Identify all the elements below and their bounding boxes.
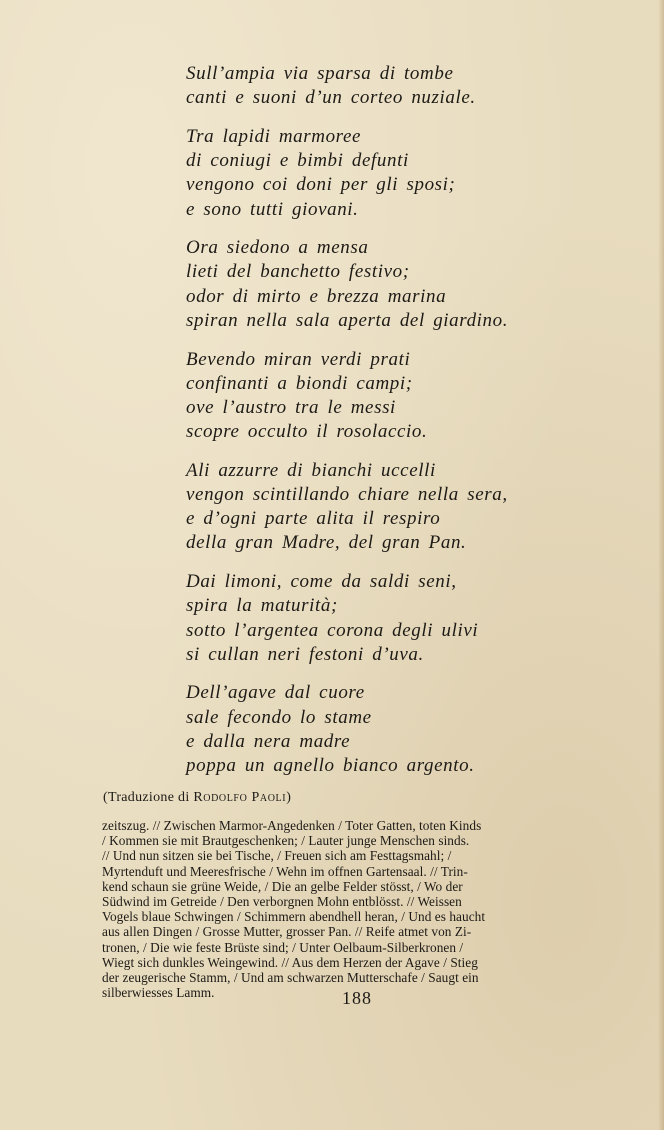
poem-line: sale fecondo lo stame [186,706,372,728]
translation-line: / Kommen sie mit Brautgeschenken; / Lauter junge Menschen sinds. [102,833,470,849]
translation-line: zeitszug. // Zwischen Marmor-Angedenken / Toter Gatten, toten Kinds [102,818,482,833]
poem-line: Bevendo miran verdi prati [186,348,411,370]
translation-line: aus allen Dingen / Grosse Mutter, grosser Pan. // Reife atmet von Zi- [102,924,472,940]
translation-line: Südwind im Getreide / Den verborgnen Mohn entblösst. // Weissen [102,894,462,910]
translator-name: Rodolfo Paoli [193,790,287,805]
translation-line: Vogels blaue Schwingen / Schimmern abendhell heran, / Und es haucht [102,909,486,925]
poem-line: poppa un agnello bianco argento. [186,755,475,777]
poem-line: odor di mirto e brezza marina [186,285,447,307]
page-edge-shadow [658,0,664,1130]
poem-line: Ora siedono a mensa [186,237,369,259]
poem-line: scopre occulto il rosolaccio. [186,421,428,443]
poem-line: della gran Madre, del gran Pan. [186,532,467,554]
translation-credit [103,790,291,806]
poem-line: si cullan neri festoni d’uva. [186,643,424,665]
poem-line: lieti del banchetto festivo; [186,261,410,283]
translation-line: kend schaun sie grüne Weide, / Die an gelbe Felder stösst, / Wo der [102,878,463,894]
poem-line: vengon scintillando chiare nella sera, [186,484,508,506]
stanza [186,348,626,445]
translation-line: der zeugerische Stamm, / Und am schwarzen Mutterschafe / Saugt ein [102,970,479,986]
stanza [186,236,626,333]
poem-line: ove l’austro tra le messi [186,396,396,418]
poem-line: Dai limoni, come da saldi seni, [186,571,457,593]
poem-line: e d’ogni parte alita il respiro [186,508,441,530]
translation-line: tronen, / Die wie feste Brüste sind; / Unter Oelbaum-Silberkronen / [102,939,464,955]
page-number: 188 [342,988,372,1008]
poem-line: spira la maturità; [186,595,338,617]
poem-line: canti e suoni d’un corteo nuziale. [186,87,476,109]
poem-line: sotto l’argentea corona degli ulivi [186,619,479,641]
italian-poem [186,62,626,793]
poem-line: e dalla nera madre [186,730,351,752]
poem-line: di coniugi e bimbi defunti [186,150,409,172]
stanza [186,681,626,778]
poem-line: Tra lapidi marmoree [186,125,362,147]
stanza [186,62,626,110]
poem-line: Sull’ampia via sparsa di tombe [186,63,454,84]
stanza [186,570,626,667]
poem-line: e sono tutti giovani. [186,198,359,220]
poem-line: confinanti a biondi campi; [186,372,413,394]
stanza [186,125,626,222]
german-translation [102,818,614,1000]
translation-line: Wiegt sich dunkles Weingewind. // Aus dem Herzen der Agave / Stieg [102,954,478,970]
translation-line: // Und nun sitzen sie bei Tische, / Freuen sich am Festtagsmahl; / [102,848,452,864]
poem-line: Dell’agave dal cuore [186,682,365,704]
poem-line: spiran nella sala aperta del giardino. [186,309,509,331]
credit-suffix: ) [286,790,292,805]
poem-line: Ali azzurre di bianchi uccelli [186,459,436,481]
stanza [186,459,626,556]
translation-line: Myrtenduft und Meeresfrische / Wehn im offnen Gartensaal. // Trin- [102,863,468,879]
credit-prefix: (Traduzione di [103,790,194,805]
poem-line: vengono coi doni per gli sposi; [186,174,456,196]
translation-line: silberwiesses Lamm. [102,985,215,1001]
